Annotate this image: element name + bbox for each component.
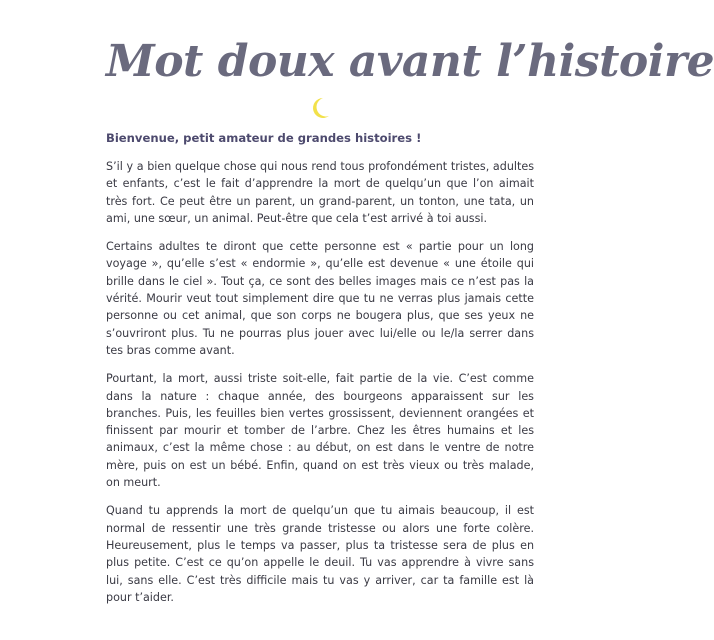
paragraph-1: S’il y a bien quelque chose qui nous rend tous profondément tristes, adultes et enfants, c’est le fait d’apprendre la mort de quelqu’un que l’on aimait très fort. Ce peut être un parent, un grand-parent, un tonton, une tata, un ami, une sœur, un animal. Peut-être que cela t’est arrivé à toi aussi. — [106, 160, 534, 225]
paragraph-4: Quand tu apprends la mort de quelqu’un que tu aimais beaucoup, il est normal de ressentir une très grande tristesse ou alors une forte colère. Heureusement, plus le temps va passer, plus ta tristesse sera de plus en plus petite. C’est ce qu’on appelle le deuil. Tu vas apprendre à vivre sans lui, sans elle. C’est très difficile mais tu vas y arriver, car ta famille est là pour t’aider. — [106, 504, 534, 604]
moon-decoration — [106, 96, 534, 124]
page-title: Mot doux avant l’histoire — [106, 36, 714, 87]
paragraph-2: Certains adultes te diront que cette personne est « partie pour un long voyage », qu’elle s’est « endormie », qu’elle est devenue « une étoile qui brille dans le ciel ». Tout ça, ce sont des belles images mais ce n’est pas la vérité. Mourir veut tout simplement dire que tu ne verras plus jamais cette personne ou cet animal, que son corps ne bougera plus, que ses yeux ne s’ouvriront plus. Tu ne pourras plus jouer avec lui/elle ou le/la serrer dans tes bras comme avant. — [106, 240, 534, 357]
greeting-heading: Bienvenue, petit amateur de grandes histoires ! — [106, 131, 422, 145]
paragraph-3: Pourtant, la mort, aussi triste soit-elle, fait partie de la vie. C’est comme dans la nature : chaque année, des bourgeons apparaissent sur les branches. Puis, les feuilles bien vertes grossissent, deviennent orangées et finissent par mourir et tomber de l’arbre. Chez les êtres humains et les animaux, c’est la même chose : au début, on est dans le ventre de notre mère, puis on est un bébé. Enfin, quand on est très vieux ou très malade, on meurt. — [106, 372, 534, 490]
crescent-moon-icon — [309, 96, 331, 120]
